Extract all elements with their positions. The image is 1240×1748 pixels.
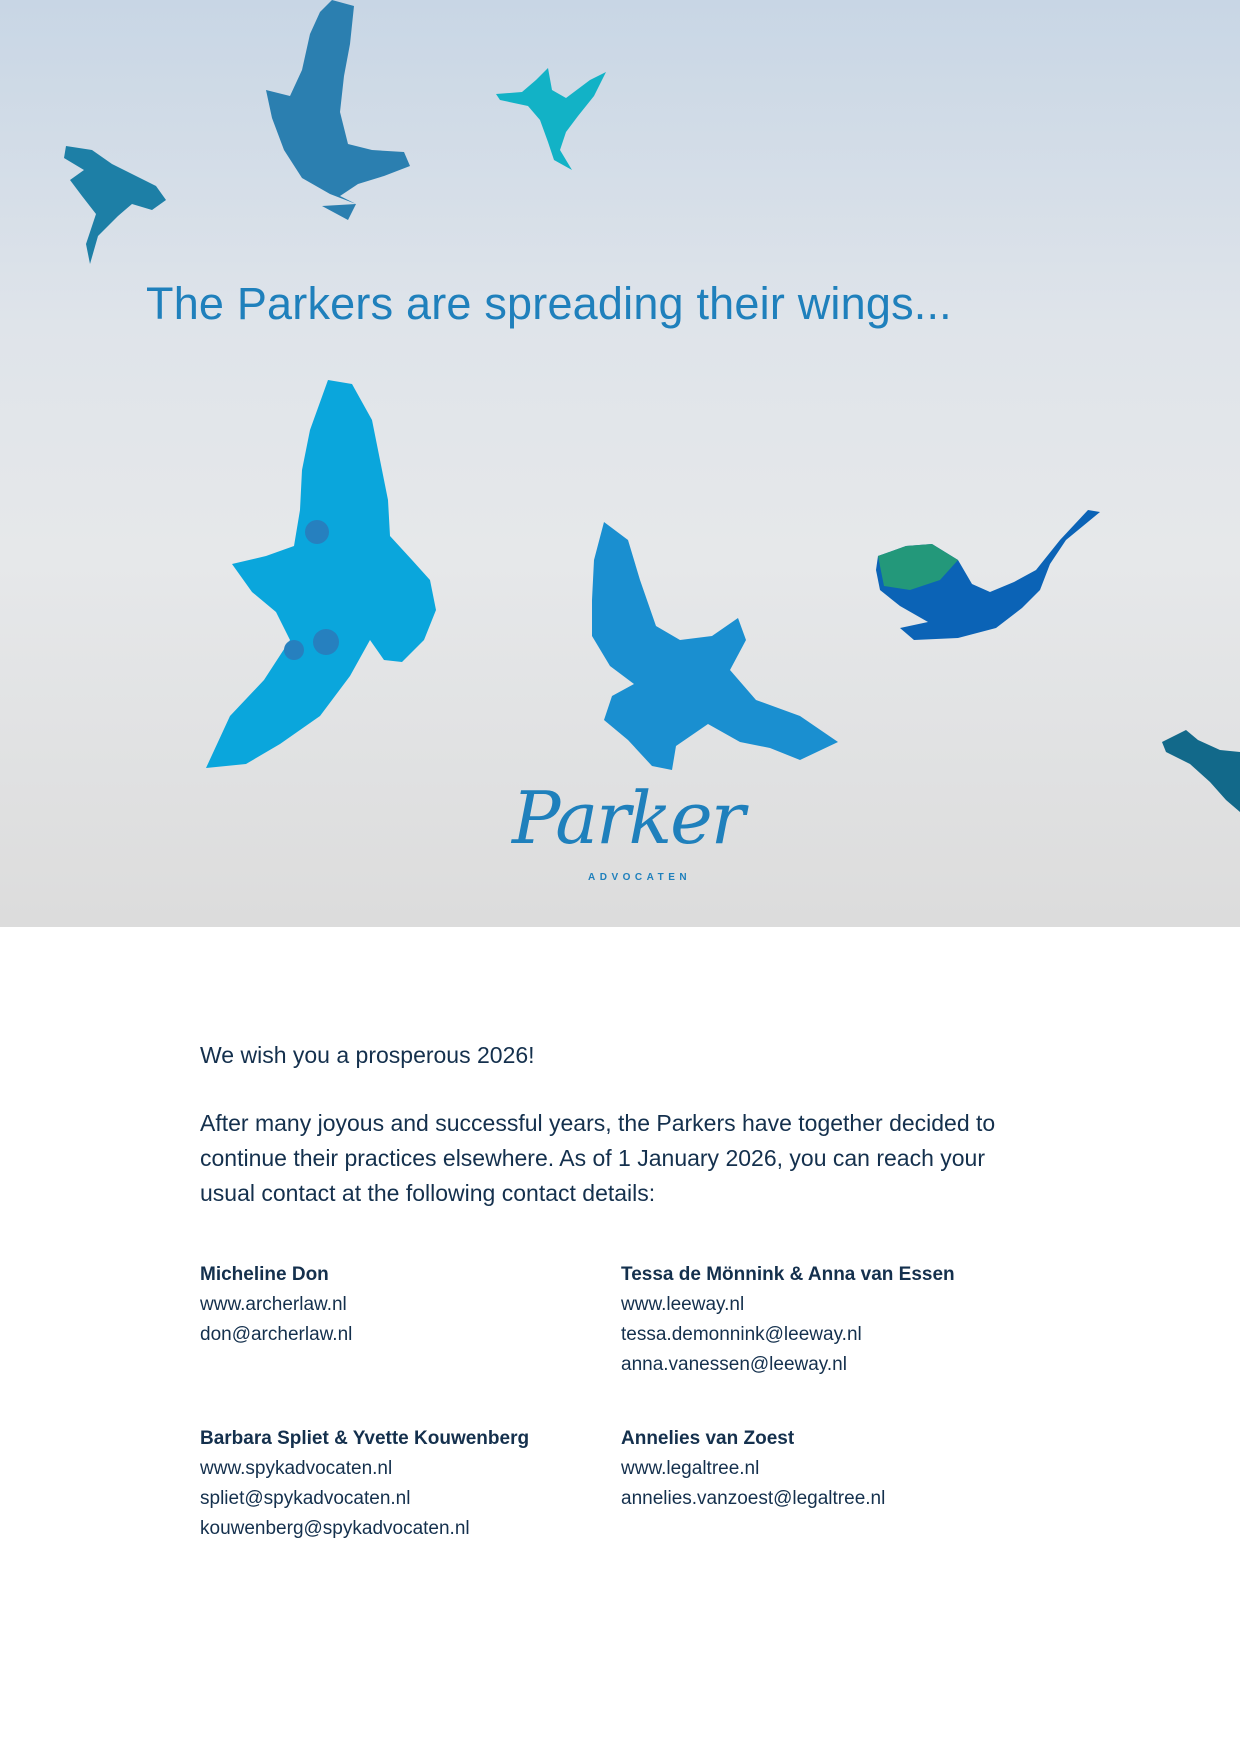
bird-icon bbox=[496, 68, 606, 170]
website-link[interactable]: www.legaltree.nl bbox=[621, 1458, 760, 1479]
bird-icon bbox=[206, 380, 436, 768]
email-link[interactable]: annelies.vanzoest@legaltree.nl bbox=[621, 1488, 886, 1509]
website-link[interactable]: www.leeway.nl bbox=[621, 1294, 745, 1315]
greeting-text: We wish you a prosperous 2026! bbox=[200, 1042, 535, 1068]
email-link[interactable]: tessa.demonnink@leeway.nl bbox=[621, 1324, 862, 1345]
contact-name: Barbara Spliet & Yvette Kouwenberg bbox=[200, 1428, 530, 1449]
contact-card bbox=[200, 1424, 621, 1544]
contact-card bbox=[621, 1424, 1000, 1544]
bird-icon bbox=[592, 522, 838, 770]
logo-subtitle: ADVOCATEN bbox=[588, 872, 692, 883]
contacts-grid bbox=[200, 1260, 1000, 1544]
bird-icon bbox=[64, 146, 166, 264]
bird-icon bbox=[266, 0, 410, 220]
email-link[interactable]: anna.vanessen@leeway.nl bbox=[621, 1354, 847, 1375]
contact-name: Tessa de Mönnink & Anna van Essen bbox=[621, 1264, 955, 1285]
website-link[interactable]: www.archerlaw.nl bbox=[200, 1294, 347, 1315]
contact-card bbox=[200, 1260, 621, 1380]
letter-body bbox=[200, 1038, 1000, 1539]
email-link[interactable]: don@archerlaw.nl bbox=[200, 1324, 353, 1345]
contact-card bbox=[621, 1260, 1000, 1380]
page-title: The Parkers are spreading their wings... bbox=[146, 278, 952, 329]
intro-paragraph: After many joyous and successful years, the Parkers have together decided to continue their practices elsewhere. As of 1 January 2026, you can reach your usual contact at the following contact details: bbox=[200, 1110, 996, 1206]
bird-icon bbox=[1162, 730, 1240, 812]
parker-logo bbox=[512, 772, 744, 912]
email-link[interactable]: kouwenberg@spykadvocaten.nl bbox=[200, 1518, 470, 1539]
bird-icon bbox=[876, 510, 1100, 640]
email-link[interactable]: spliet@spykadvocaten.nl bbox=[200, 1488, 411, 1509]
contact-name: Micheline Don bbox=[200, 1264, 329, 1285]
website-link[interactable]: www.spykadvocaten.nl bbox=[200, 1458, 393, 1479]
logo-wordmark: Parker bbox=[512, 776, 744, 860]
contact-name: Annelies van Zoest bbox=[621, 1428, 795, 1449]
